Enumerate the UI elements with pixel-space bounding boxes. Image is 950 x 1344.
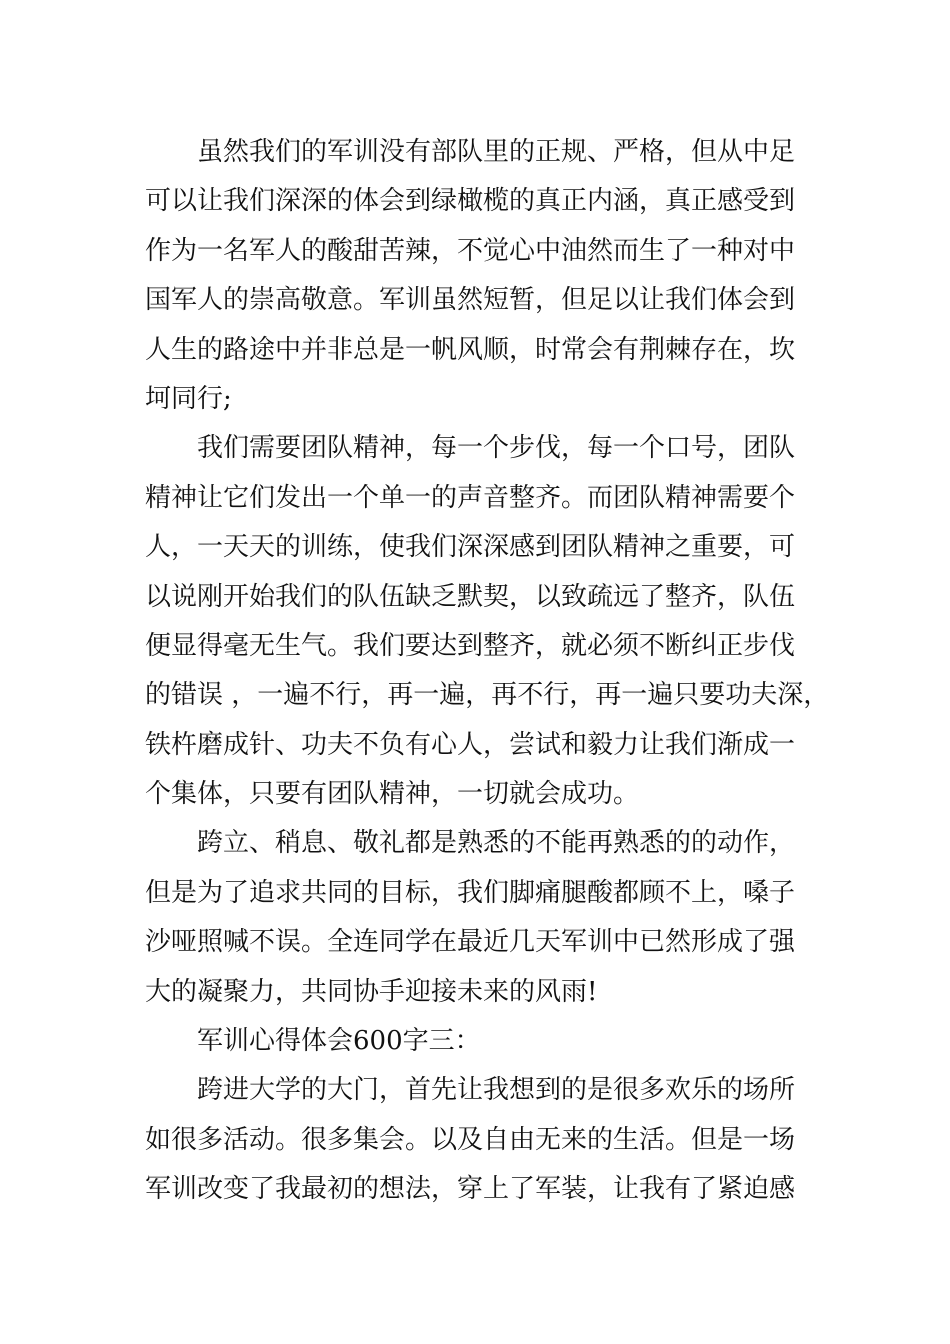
heading-line: 军训心得体会600字三： (197, 1026, 481, 1057)
text-line: 人生的路途中并非总是一帆风顺，时常会有荆棘存在，坎 (145, 334, 796, 365)
text-line: 沙哑照喊不误。全连同学在最近几天军训中已然形成了强 (145, 927, 796, 958)
text-line: 坷同行; (145, 383, 232, 414)
text-line: 精神让它们发出一个单一的声音整齐。而团队精神需要个 (145, 482, 796, 513)
text-line: 跨进大学的大门，首先让我想到的是很多欢乐的场所 (197, 1075, 796, 1106)
paragraph-1 (145, 128, 835, 424)
text-line: 个集体，只要有团队精神，一切就会成功。 (145, 779, 640, 810)
text-line: 我们需要团队精神，每一个步伐，每一个口号，团队 (197, 433, 796, 464)
text-line: 人，一天天的训练，使我们深深感到团队精神之重要，可 (145, 532, 796, 563)
text-line: 便显得毫无生气。我们要达到整齐，就必须不断纠正步伐 (145, 630, 796, 661)
document-body (145, 128, 835, 1215)
text-line: 作为一名军人的酸甜苦辣，不觉心中油然而生了一种对中 (145, 235, 796, 266)
text-line: 跨立、稍息、敬礼都是熟悉的不能再熟悉的的动作， (197, 828, 796, 859)
text-line: 可以让我们深深的体会到绿橄榄的真正内涵，真正感受到 (145, 186, 796, 217)
text-line: 如很多活动。很多集会。以及自由无来的生活。但是一场 (145, 1124, 796, 1155)
paragraph-4 (145, 1066, 835, 1214)
text-line: 铁杵磨成针、功夫不负有心人，尝试和毅力让我们渐成一 (145, 729, 796, 760)
section-heading (145, 1017, 835, 1066)
text-line: 以说刚开始我们的队伍缺乏默契，以致疏远了整齐，队伍 (145, 581, 796, 612)
text-line: 但是为了追求共同的目标，我们脚痛腿酸都顾不上，嗓子 (145, 877, 796, 908)
text-line: 军训改变了我最初的想法，穿上了军装，让我有了紧迫感 (145, 1174, 796, 1205)
paragraph-2 (145, 424, 835, 819)
text-line: 国军人的崇高敬意。军训虽然短暂，但足以让我们体会到 (145, 285, 796, 316)
text-line: 虽然我们的军训没有部队里的正规、严格，但从中足 (197, 137, 796, 167)
text-line: 的错误 ，一遍不行，再一遍，再不行，再一遍只要功夫深， (145, 680, 830, 711)
paragraph-3 (145, 819, 835, 1017)
text-line: 大的凝聚力，共同协手迎接未来的风雨! (145, 976, 598, 1007)
